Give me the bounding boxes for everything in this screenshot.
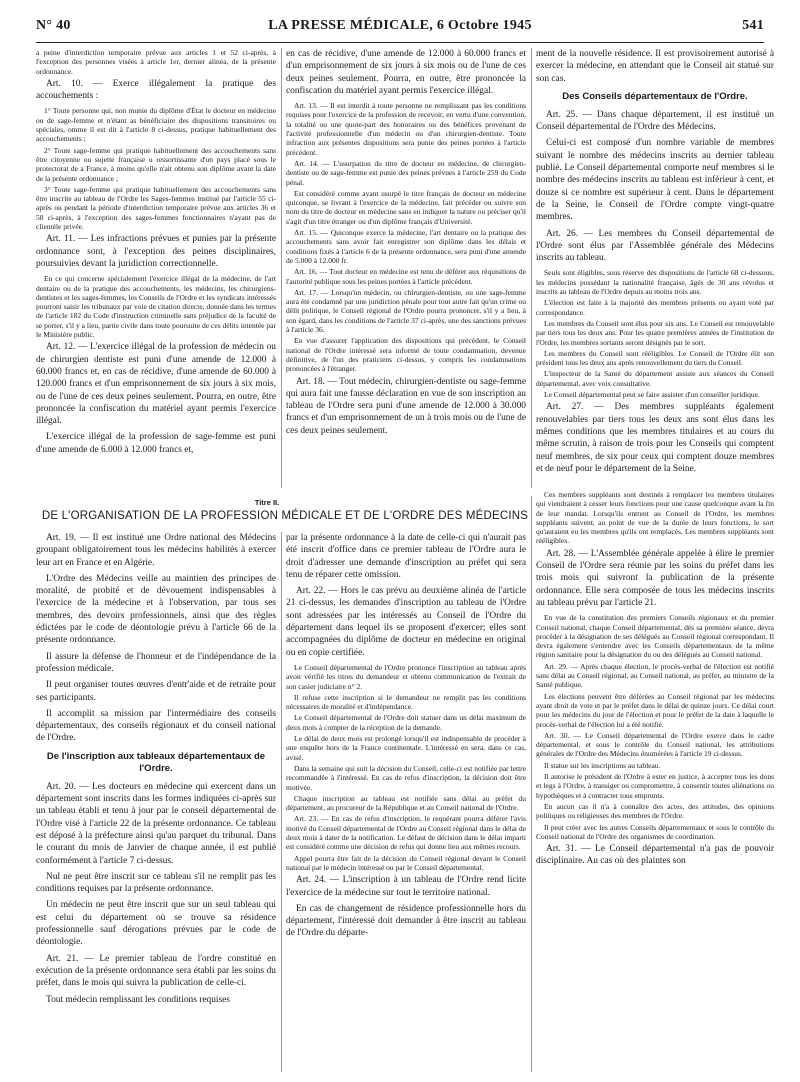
paragraph: Art. 29. — Après chaque élection, le procès-verbal de l'élection est notifié sans délai au Conseil régional, au Conseil national, au préfet, au ministre de la Santé publique. — [536, 661, 774, 690]
paragraph: Art. 16. — Tout docteur en médecine est tenu de déférer aux réquisitions de l'autorité publique sous les peines portées à l'article précédent. — [286, 267, 526, 286]
article: Nul ne peut être inscrit sur ce tableau s'il ne remplit pas les conditions requises par la présente ordonnance. — [36, 871, 276, 895]
article: Un médecin ne peut être inscrit que sur un seul tableau qui est celui du département où se trouve sa résidence professionnelle sauf dérogations prévues par le code de déontologie. — [36, 900, 276, 948]
paragraph: Art. 17. — Lorsqu'un médecin, ou chirurgien-dentiste, ou une sage-femme aura été condamné par une juridiction pénale pour tout autre fait qu'un crime ou délit politique, le Conseil régional de l'Ordre pourra prononcer, s'il y a lieu, à son égard, dans les conditions de l'article 37 ci-après, une des sanctions prévues à l'article 36. — [286, 287, 526, 335]
column-1-upper — [36, 48, 276, 488]
column-2-lower — [286, 532, 526, 1072]
paragraph: Les élections peuvent être déférées au Conseil régional par les médecins ayant droit de vote et par le préfet dans le délai de quinze jours. Ce délai court pour les médecins du jour de l'élection et pour le préfet de la date à laquelle le procès-verbal de l'élection lui a été notifié. — [536, 691, 774, 729]
article: Art. 11. — Les infractions prévues et punies par la présente ordonnance sont, à l'exception des peines disciplinaires, poursuivies devant la juridiction correctionnelle. — [36, 234, 276, 269]
issue-number: N° 40 — [36, 18, 71, 33]
article: En cas de changement de résidence professionnelle hors du département, l'intéressé doit demander à être inscrit au tableau de l'Ordre du départe- — [286, 903, 526, 939]
paragraph: 2° Toute sage-femme qui pratique habituellement des accouchements sans être citoyenne ou sujette française u ressortissante d'un pays placé sous le protectorat de a France, à moins qu'elle n'ait obtenu son diplôme avant la date de la présente ordonnance ; — [36, 145, 276, 183]
paragraph: a peine d'interdiction temporaire prévue aux articles 1 et 52 ci-après, à l'exception des personnes visées à article 1er, dernier alinéa, de la présente ordonnance. — [36, 48, 276, 76]
article: Art. 28. — L'Assemblée générale appelée à élire le premier Conseil de l'Ordre sera réunie par les soins du préfet dans les trois mois qui suivront la publication de la présente ordonnance. Elle sera composée de tous les médecins inscrits au tableau prévu par l'article 21. — [536, 548, 774, 608]
paragraph: Le Conseil départemental de l'Ordre prononce l'inscription au tableau après avoir vérifié les titres du demandeur et obtenu communication de l'extrait de son casier judiciaire n° 2. — [286, 662, 526, 691]
article: Tout médecin remplissant les conditions requises — [46, 994, 230, 1005]
article: Art. 22. — Hors le cas prévu au deuxième alinéa de l'article 21 ci-dessus, les demandes d'inscription au tableau de l'Ordre sont adressées par les intéressés au Conseil de l'Ordre du département dans lequel ils se proposent d'exercer; elles sont accompagnées du diplôme de docteur en médecine en original ou en copie certifiée. — [286, 586, 526, 658]
paragraph: Ces membres suppléants sont destinés à remplacer les membres titulaires qui viendraient à cesser leurs fonctions pour une cause quelconque avant la fin de leur mandat. Lorsqu'ils entrent au Conseil de l'Ordre, les membres suppléants suivent, au point de vue de la durée de leurs fonctions, le sort qu'auraient eu les membres qu'ils ont remplacés. Les membres suppléants sont rééligibles. — [536, 490, 774, 546]
article: Il accomplit sa mission par l'intermédiaire des conseils départementaux, des conseils régionaux et du conseil national de l'Ordre. — [36, 708, 276, 744]
article: par la présente ordonnance à la date de celle-ci qui n'aurait pas été inscrit d'office dans ce premier tableau de l'Ordre aura le droit d'adresser une demande d'inscription au préfet qui sera tenu de réparer cette omission. — [286, 533, 526, 580]
article: Art. 12. — L'exercice illégal de la profession de médecin ou de chirurgien dentiste est puni d'une amende de 12.000 à 60.000 francs et, en cas de récidive, d'une amende de 60.000 à 120.000 francs et d'un emprisonnement de six jours à six mois, ou de l'une de ces deux peines seulement. Pourra, en outre, être prononcée la confiscation du matériel ayant permis l'exercice illégal. — [36, 342, 276, 427]
article: Art. 31. — Le Conseil départemental n'a pas de pouvoir disciplinaire. Au cas où des plaintes son — [536, 844, 774, 867]
column-3-upper — [536, 48, 774, 488]
paragraph: Art. 23. — En cas de refus d'inscription, le requérant pourra déférer l'avis motivé du Conseil départemental de l'Ordre au Conseil régional dans le délai de deux mois à dater de la notification. Le défaut de décision dans le délai imparti est considéré comme une décision de refus qui donne lieu aux mêmes recours. — [286, 814, 526, 852]
paragraph: En vue d'assurer l'application des dispositions qui précèdent, le Conseil national de l'Ordre intéressé sera informé de toute condamnation, devenue définitive, de l'un des praticiens ci-dessus, y compris les condamnations prononcées à l'étranger. — [286, 336, 526, 374]
part-number: Titre II. — [254, 498, 280, 507]
paragraph: Il refuse cette inscription si le demandeur ne remplit pas les conditions nécessaires de moralité et d'indépendance. — [286, 692, 526, 712]
article: Celui-ci est composé d'un nombre variable de membres suivant le nombre des médecins inscrits au dernier tableau publié. Le Conseil départemental comporte neuf membres si le nombre des médecins inscrits au tableau est inférieur à cent, et douze si ce nombre est supérieur à cent. Dans le département de la Seine, le Conseil de l'Ordre compte vingt-quatre membres. — [536, 138, 774, 223]
column-divider — [281, 532, 282, 1072]
article: Art. 19. — Il est institué une Ordre national des Médecins groupant obligatoirement tous les médecins habilités à exercer leur art en France et en Algérie. — [36, 533, 276, 568]
paragraph: Seuls sont éligibles, sous réserve des dispositions de l'article 68 ci-dessous, les médecins possédant la nationalité française, âgés de 30 ans révolus et inscrits au tableau de l'Ordre depuis au moins trois ans. — [536, 268, 774, 297]
paragraph: Art. 15. — Quiconque exerce la médecine, l'art dentaire ou la pratique des accouchements sans avoir fait enregistrer son diplôme dans les délais et conditions fixés à l'article 6 de la présente ordonnance, sera puni d'une amende de 5.000 à 12.000 fr. — [286, 228, 526, 265]
paragraph: Il peut créer avec les autres Conseils départementaux et sous le contrôle du Conseil national de l'Ordre des organismes de coordination. — [536, 822, 774, 841]
paragraph: Chaque inscription au tableau est notifiée sans délai au préfet du département, au procureur de la République et au Conseil national de l'Ordre. — [286, 793, 526, 813]
article: ment de la nouvelle résidence. Il est provisoirement autorisé à exercer la médecine, en attendant que le Conseil ait statué sur son cas. — [536, 49, 774, 84]
column-2-upper — [286, 48, 526, 488]
paragraph: 1° Toute personne qui, non munie du diplôme d'État le docteur en médecine ou de sage-femme et n'étant as bénéficiaire des dispositions transitoires ou spéciales, omme il est dit à l'article 8 ci-dessus, pratique habituellement des accouchements ; — [36, 106, 276, 144]
article: Art. 18. — Tout médecin, chirurgien-dentiste ou sage-femme qui aura fait une fausse déclaration en vue de son inscription au tableau de l'Ordre sera puni d'une amende de 12.000 à 30.000 francs et d'un emprisonnement de un à trois mois ou de l'une de ces deux peines seulement. — [286, 376, 526, 436]
article: L'exercice illégal de la profession de sage-femme est puni d'une amende de 6.000 à 12.000 francs et, — [36, 432, 276, 455]
paragraph: L'inspecteur de la Santé du département assiste aux séances du Conseil départemental, avec voix consultative. — [536, 369, 774, 388]
paragraph: Art. 13. — Il est interdit à toute personne ne remplissant pas les conditions requises pour l'exercice de la profession de recevoir, en vertu d'une convention, la totalité ou une quote-part des honoraires ou des bénéfices provenant de l'activité professionnelle d'un médecin ou d'un chirurgien-dentiste. Toute infraction aux présentes dispositions sera punie des peines portées à l'article précédent. — [286, 101, 526, 157]
article: Art. 21. — Le premier tableau de l'ordre constitué en exécution de la présente ordonnance sera établi par les soins du préfet, dans le mois qui suivra la publication de celle-ci. — [36, 953, 276, 989]
page-number: 541 — [742, 18, 764, 33]
article: Art. 24. — L'inscription à un tableau de l'Ordre rend licite l'exercice de la médecine sur tout le territoire national. — [286, 875, 526, 898]
paragraph: Il statue sur les inscriptions au tableau. — [544, 760, 661, 770]
article: L'Ordre des Médecins veille au maintien des principes de moralité, de probité et de dévouement indispensables à l'exercice de la médecine et à l'observation, par tous ses membres, des devoirs professionnels, ainsi que des règles édictées par le code de déontologie prévu à l'article 66 de la présente ordonnance. — [36, 573, 276, 646]
paragraph: Art. 14. — L'usurpation du titre de docteur en médecine, de chirurgien-dentiste ou de sage-femme est punie des peines prévues à l'article 259 du Code pénal. — [286, 158, 526, 187]
journal-title: LA PRESSE MÉDICALE, 6 Octobre 1945 — [268, 18, 532, 33]
paragraph: Il autorise le président de l'Ordre à ester en justice, à accepter tous les dons et legs à l'Ordre, à transiger ou compromettre, à consentir toutes aliénations ou hypothèques et à contracter tous emprunts. — [536, 772, 774, 800]
column-divider — [281, 48, 282, 488]
paragraph: L'élection est faite à la majorité des membres présents ou ayant voté par correspondance. — [536, 298, 774, 317]
column-divider — [531, 496, 532, 1072]
article: en cas de récidive, d'une amende de 12.000 à 60.000 francs et d'un emprisonnement de six jours à six mois ou de l'une de ces deux peines seulement. Pourra, en outre, être prononcée la confiscation du matériel ayant permis l'exercice illégal. — [286, 49, 526, 96]
column-1-lower — [36, 532, 276, 1072]
paragraph: En vue de la constitution des premiers Conseils régionaux et du premier Conseil national, chaque Conseil départemental, dès sa première séance, devra procéder à la désignation de ses délégués au Conseil régional correspondant. Il devra également s'entendre avec les Conseils départementaux de la même région sanitaire pour la désignation du ou des délégués au Conseil national. — [536, 613, 774, 660]
article: Art. 20. — Les docteurs en médecine qui exercent dans un département sont inscrits dans les formes indiquées ci-après sur un tableau établi et tenu à jour par le conseil départemental de l'Ordre visé à l'article 22 de la présente ordonnance. Ce tableau est déposé à la préfecture ainsi qu'au parquet du tribunal. Dans le courant du mois de Janvier de chaque année, il est publié conformément à l'article 7 ci-dessus. — [36, 781, 276, 866]
article: Art. 26. — Les membres du Conseil départemental de l'Ordre sont élus par l'Assemblée générale des Médecins inscrits au tableau. — [536, 228, 774, 264]
paragraph: Le Conseil départemental peut se faire assister d'un conseiller juridique. — [544, 390, 760, 400]
paragraph: Appel pourra être fait de la décision du Conseil régional devant le Conseil national par le médecin intéressé ou par le Conseil départemental. — [286, 853, 526, 872]
column-3-lower — [536, 490, 774, 1072]
paragraph: Dans la semaine qui suit la décision du Conseil, celle-ci est notifiée par lettre recommandée à l'intéressé. En cas de refus d'inscription, la décision doit être motivée. — [286, 763, 526, 792]
article: Il assure la défense de l'honneur et de l'indépendance de la profession médicale. — [36, 651, 276, 674]
header-rule — [36, 42, 764, 43]
article: Art. 27. — Des membres suppléants également renouvelables par tiers tous les deux ans sont élus dans les mêmes conditions que les membres titulaires et au cours du même scrutin, à raison de trois pour les Conseils qui comptent neuf membres, de six pour ceux qui comptent douze membres et de neuf pour le département de la Seine. — [536, 402, 774, 474]
paragraph: En aucun cas il n'a à connaître des actes, des attitudes, des opinions politiques ou religieuses des membres de l'Ordre. — [536, 801, 774, 821]
part-title: DE L'ORGANISATION DE LA PROFESSION MÉDICALE ET DE L'ORDRE DES MÉDECINS — [41, 510, 529, 522]
article: Art. 10. — Exerce illégalement la pratique des accouchements : — [36, 78, 276, 102]
paragraph: Les membres du Conseil sont élus pour six ans. Le Conseil est renouvelable par tiers tous les deux ans. Pour les quatre premières années de l'institution de l'Ordre, les membres sortants seront désignés par le sort. — [536, 318, 774, 347]
article: Il peut organiser toutes œuvres d'entr'aide et de retraite pour ses participants. — [36, 680, 276, 703]
column-divider — [531, 48, 532, 488]
running-header — [36, 14, 764, 38]
section-heading: De l'inscription aux tableaux départementaux de l'Ordre. — [46, 750, 266, 774]
paragraph: En ce qui concerne spécialement l'exercice illégal de la médecine, de l'art dentaire ou de la pratique des accouchements, les médecins, les chirurgiens-dentistes et les sages-femmes, les Conseils de l'Ordre et les syndicats intéressés pourront saisir les tribunaux par voie de citation directe, donnée dans les termes de l'article 182 du Code d'instruction criminelle sans préjudice de la faculté de se porter, s'il y a lieu, partie civile dans toute poursuite de ces délits intentée par le Ministère public. — [36, 274, 276, 340]
article: Art. 25. — Dans chaque département, il est institué un Conseil départemental de l'Ordre des Médecins. — [536, 109, 774, 133]
paragraph: Le Conseil départemental de l'Ordre doit statuer dans un délai maximum de deux mois à compter de la réception de la demande. — [286, 713, 526, 732]
paragraph: 3° Toute sage-femme qui pratique habituellement des accouchements sans être inscrite au tableau de l'Ordre les Sages-femmes institué par l'article 55 ci-après ou pendant la période d'interdiction temporaire prévue aux articles 36 et 58 ci-après, à l'exception des sages-femmes fonctionnaires n'ayant pas de clientèle privée. — [36, 184, 276, 232]
paragraph: Le délai de deux mois est prolongé lorsqu'il est indispensable de procéder à une enquête hors de la France continentale. L'intéressé en sera, dans ce cas, avisé. — [286, 734, 526, 762]
paragraph: Est considéré comme ayant usurpé le titre français de docteur en médecine quiconque, se livrant à l'exercice de la médecine, fait précéder ou suivre son nom du titre de docteur en médecine sans en indiquer la nature ou préciser qu'il s'agit d'un titre étranger ou d'un diplôme français d'Université. — [286, 188, 526, 226]
section-heading: Des Conseils départementaux de l'Ordre. — [562, 90, 748, 102]
paragraph: Art. 30. — Le Conseil départemental de l'Ordre exerce dans le cadre départemental, et sous le contrôle du Conseil national, les attributions générales de l'Ordre des Médecins énumérées à l'article 19 ci-dessus. — [536, 730, 774, 759]
paragraph: Les membres du Conseil sont rééligibles. Le Conseil de l'Ordre élit son président tous les deux ans après renouvellement du tiers du Conseil. — [536, 348, 774, 368]
